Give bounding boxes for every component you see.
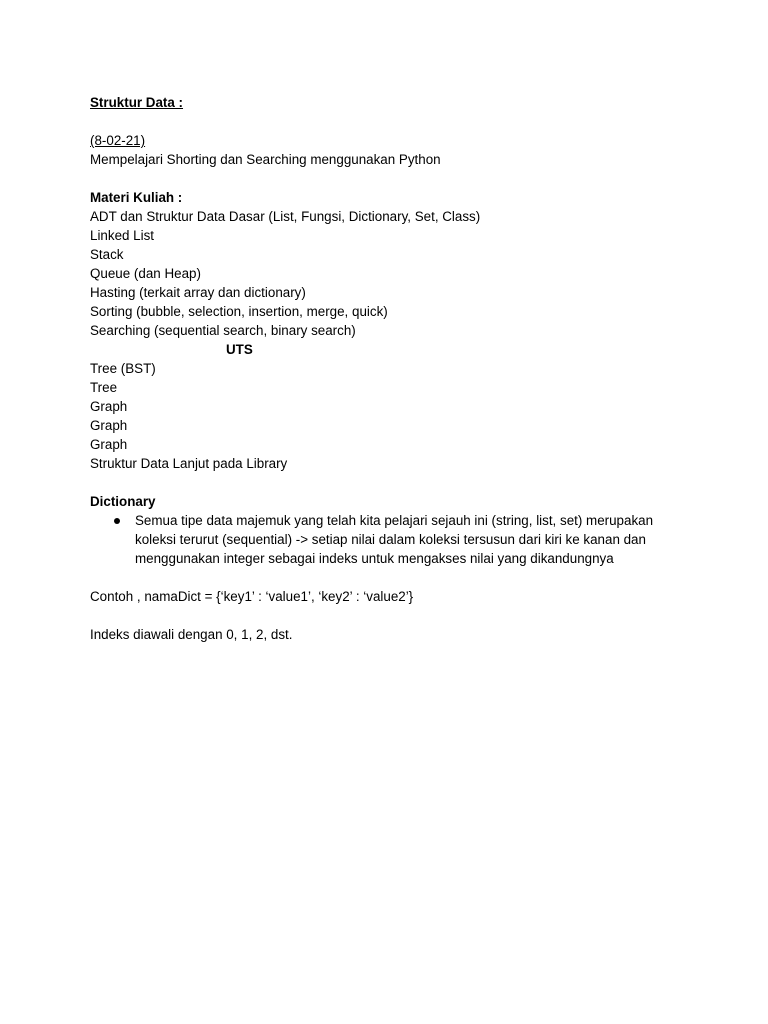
spacer <box>90 112 690 131</box>
example-text: Contoh , namaDict = {‘key1’ : ‘value1’, ‘key2’ : ‘value2’} <box>90 589 414 604</box>
materi-item: Struktur Data Lanjut pada Library <box>90 456 288 471</box>
materi-item: Graph <box>90 437 128 452</box>
materi-item: Searching (sequential search, binary search) <box>90 323 356 338</box>
materi-item: Stack <box>90 247 124 262</box>
spacer <box>90 473 690 492</box>
date-label: (8-02-21) <box>90 133 146 148</box>
dictionary-bullet-text: Semua tipe data majemuk yang telah kita pelajari sejauh ini (string, list, set) merupakan koleksi terurut (sequential) -> setiap nilai dalam koleksi tersusun dari kiri ke kanan dan menggunakan integer sebagai indeks untuk mengakses nilai yang dikandungnya <box>135 513 654 566</box>
uts-label: UTS <box>226 342 253 357</box>
materi-item: Graph <box>90 418 128 433</box>
dictionary-bullet-item <box>90 511 695 568</box>
spacer <box>90 568 690 587</box>
materi-item: Sorting (bubble, selection, insertion, merge, quick) <box>90 304 388 319</box>
materi-item: Tree (BST) <box>90 361 156 376</box>
materi-item: Hasting (terkait array dan dictionary) <box>90 285 306 300</box>
document-content <box>90 93 690 644</box>
bullet-dot-icon <box>114 518 120 524</box>
materi-item: Graph <box>90 399 128 414</box>
intro-text: Mempelajari Shorting dan Searching menggunakan Python <box>90 152 441 167</box>
index-note: Indeks diawali dengan 0, 1, 2, dst. <box>90 627 293 642</box>
materi-item: ADT dan Struktur Data Dasar (List, Fungsi, Dictionary, Set, Class) <box>90 209 481 224</box>
materi-item: Queue (dan Heap) <box>90 266 201 281</box>
spacer <box>90 606 690 625</box>
dictionary-heading: Dictionary <box>90 494 156 509</box>
materi-item: Tree <box>90 380 118 395</box>
materi-heading: Materi Kuliah : <box>90 190 183 205</box>
document-title: Struktur Data : <box>90 95 184 110</box>
spacer <box>90 169 690 188</box>
materi-item: Linked List <box>90 228 155 243</box>
